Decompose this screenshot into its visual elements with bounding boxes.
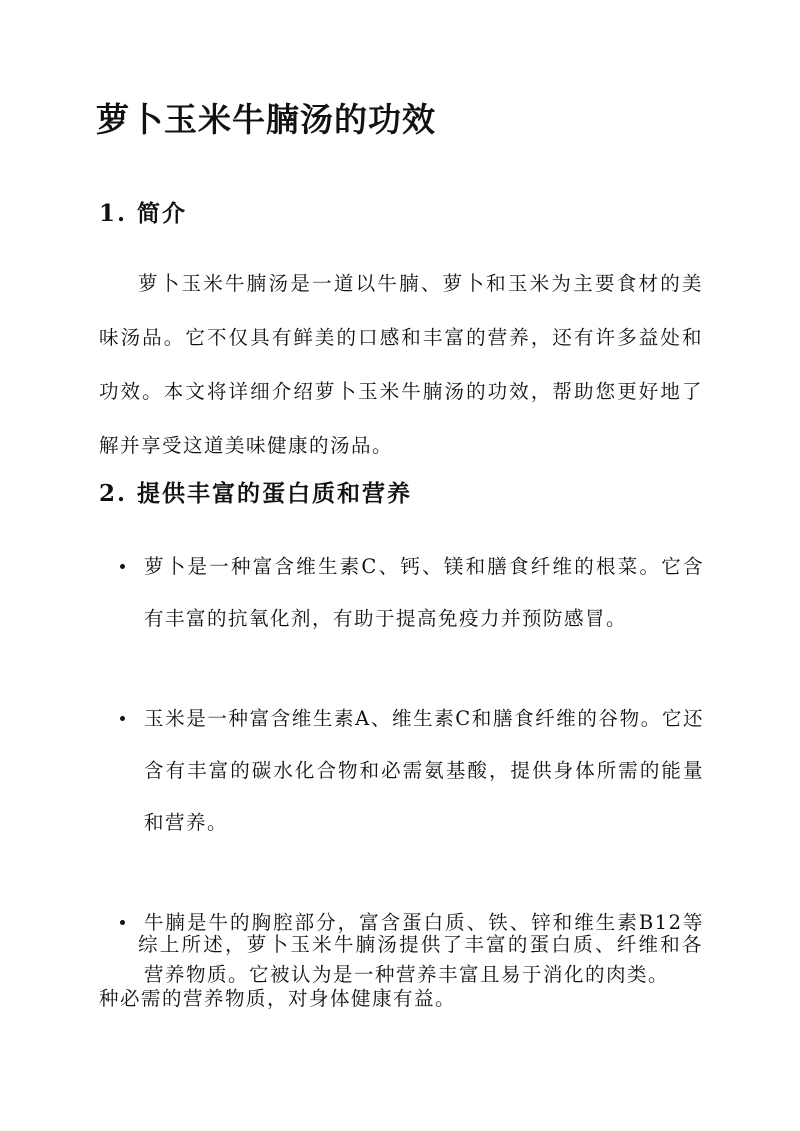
bullet-icon xyxy=(120,716,125,721)
list-item xyxy=(120,541,704,645)
section-heading-introduction: 1. 简介 xyxy=(99,200,188,227)
bullet-icon xyxy=(120,564,125,569)
section-heading-nutrition: 2. 提供丰富的蛋白质和营养 xyxy=(99,480,413,507)
list-item xyxy=(120,693,704,849)
introduction-paragraph: 萝卜玉米牛腩汤是一道以牛腩、萝卜和玉米为主要食材的美味汤品。它不仅具有鲜美的口感和丰富的营养，还有许多益处和功效。本文将详细介绍萝卜玉米牛腩汤的功效，帮助您更好地了解并享受这道美味健康的汤品。 xyxy=(99,272,703,457)
list-item-text: 玉米是一种富含维生素A、维生素C和膳食纤维的谷物。它还含有丰富的碳水化合物和必需氨基酸，提供身体所需的能量和营养。 xyxy=(144,707,704,834)
list-item-text: 萝卜是一种富含维生素C、钙、镁和膳食纤维的根菜。它含有丰富的抗氧化剂，有助于提高免疫力并预防感冒。 xyxy=(144,555,704,630)
document-title: 萝卜玉米牛腩汤的功效 xyxy=(96,100,436,139)
list-item-text: 牛腩是牛的胸腔部分，富含蛋白质、铁、锌和维生素B12等营养物质。它被认为是一种营养丰富且易于消化的肉类。 xyxy=(144,911,704,986)
conclusion-paragraph: 综上所述，萝卜玉米牛腩汤提供了丰富的蛋白质、纤维和各种必需的营养物质，对身体健康有益。 xyxy=(99,933,703,1010)
